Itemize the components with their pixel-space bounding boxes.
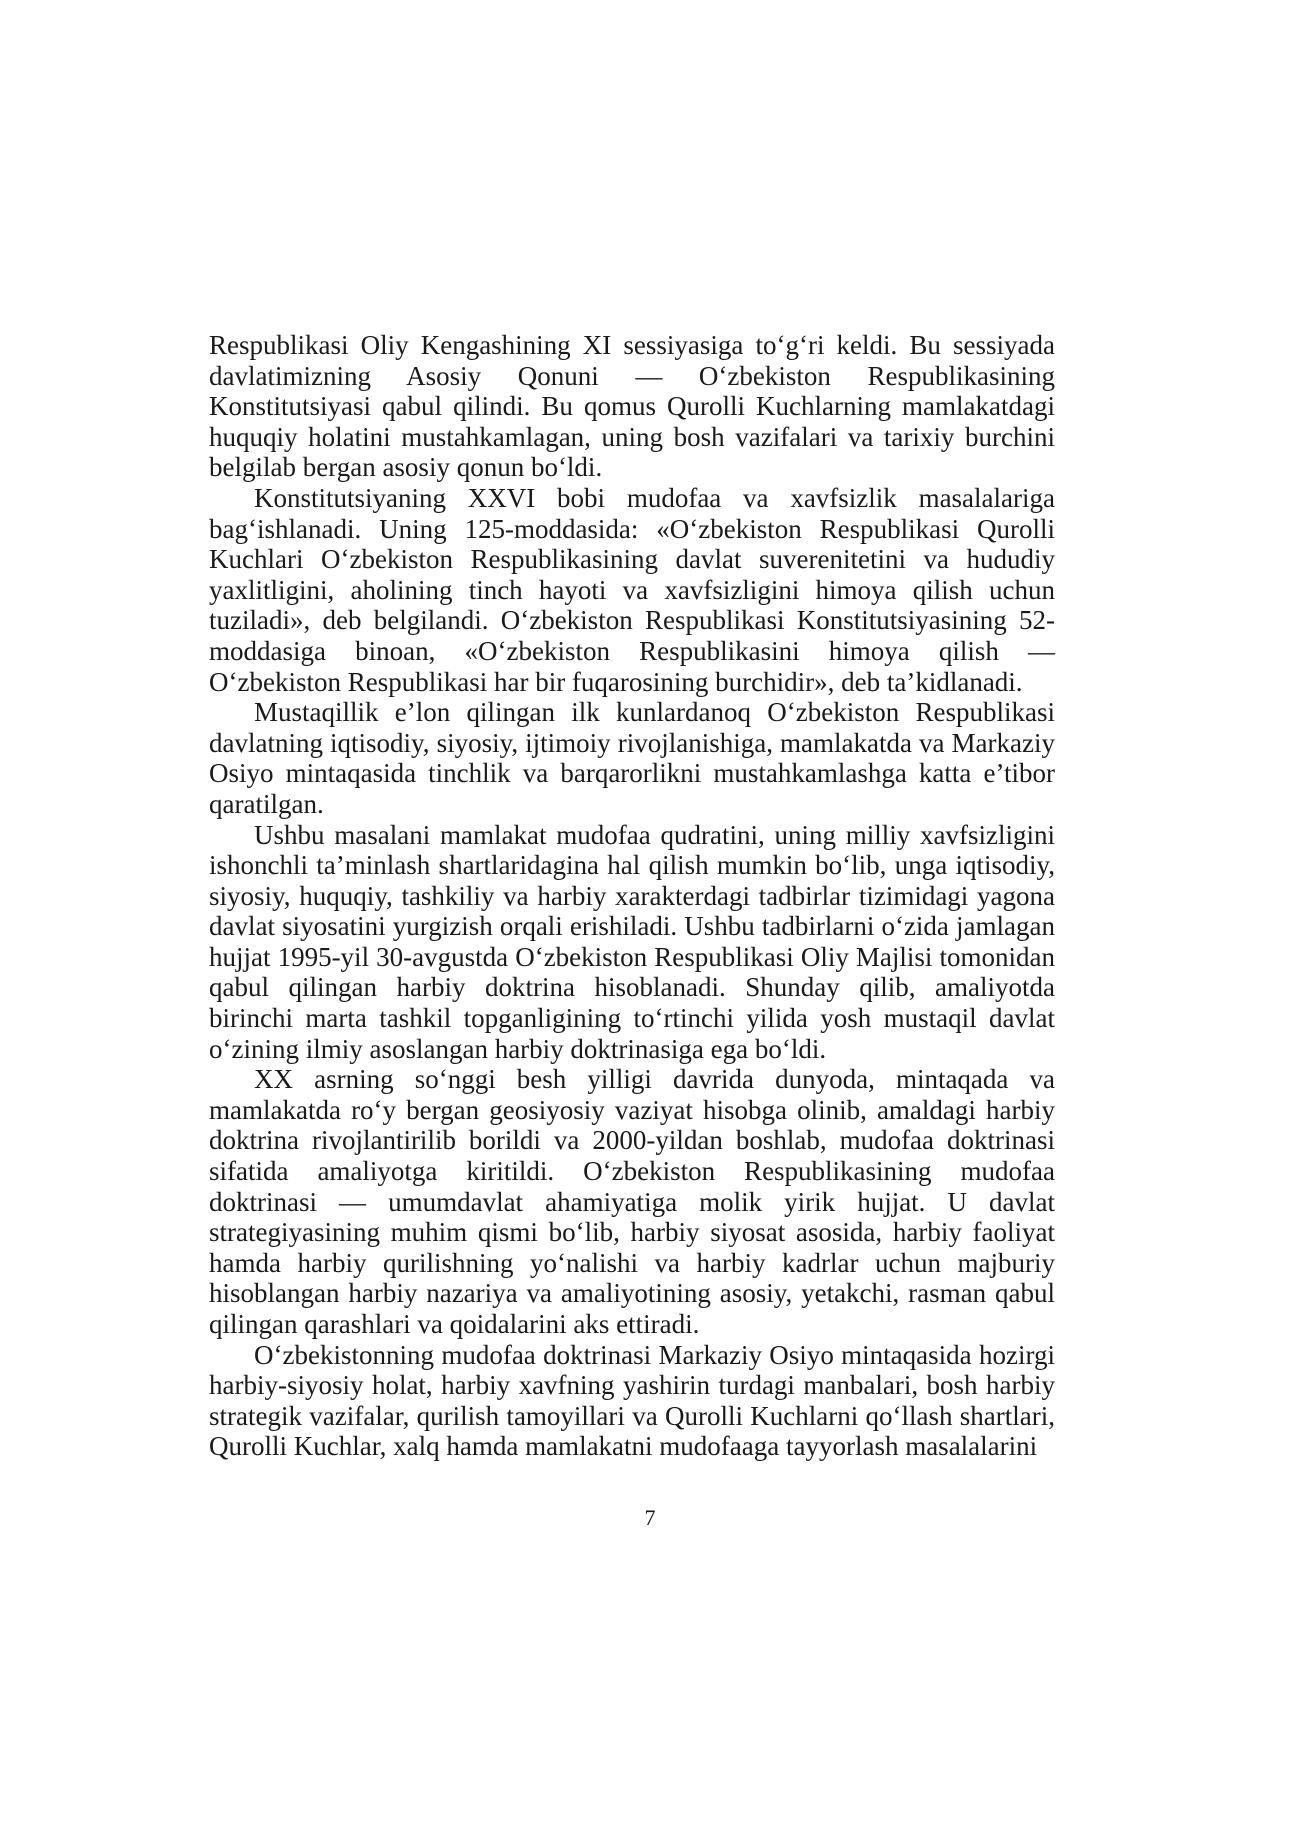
paragraph: Ushbu masalani mamlakat mudofaa qudratini, uning milliy xavfsizligini ishonchli ta’minlash shartlaridagina hal qilish mumkin bo‘lib, unga iqtisodiy, siyosiy, huquqiy, tashkiliy va harbiy xarakterdagi tadbirlar tizimidagi yagona davlat siyosatini yurgizish orqali erishiladi. Ushbu tadbirlarni o‘zida jamlagan hujjat 1995-yil 30-avgustda O‘zbekiston Respublikasi Oliy Majlisi tomonidan qabul qilingan harbiy doktrina hisoblanadi. Shunday qilib, amaliyotda birinchi marta tashkil topganligining to‘rtinchi yilida yosh mustaqil davlat o‘zining ilmiy asoslangan harbiy doktrinasiga ega bo‘ldi. <box>209 819 1055 1064</box>
paragraph: O‘zbekistonning mudofaa doktrinasi Markaziy Osiyo mintaqasida hozirgi harbiy-siyosiy holat, harbiy xavfning yashirin turdagi manbalari, bosh harbiy strategik vazifalar, qurilish tamoyillari va Qurolli Kuchlarni qo‘llash shartlari, Qurolli Kuchlar, xalq hamda mamlakatni mudofaaga tayyorlash masalalarini <box>209 1339 1055 1462</box>
paragraph: Respublikasi Oliy Kengashining XI sessiyasiga to‘g‘ri keldi. Bu sessiyada davlatimizning Asosiy Qonuni — O‘zbekiston Respublikasining Konstitutsiyasi qabul qilindi. Bu qomus Qurolli Kuchlarning mamlakatdagi huquqiy holatini mustahkamlagan, uning bosh vazifalari va tarixiy burchini belgilab bergan asosiy qonun bo‘ldi. <box>209 330 1055 483</box>
paragraph: Konstitutsiyaning XXVI bobi mudofaa va xavfsizlik masalalariga bag‘ishlanadi. Uning 125-moddasida: «O‘zbekiston Respublikasi Qurolli Kuchlari O‘zbekiston Respublikasining davlat suverenitetini va hududiy yaxlitligini, aholining tinch hayoti va xavfsizligini himoya qilish uchun tuziladi», deb belgilandi. O‘zbekiston Respublikasi Konstitutsiyasining 52-moddasiga binoan, «O‘zbekiston Respublikasini himoya qilish — O‘zbekiston Respublikasi har bir fuqarosining burchidir», deb ta’kidlanadi. <box>209 482 1055 697</box>
paragraph: XX asrning so‘nggi besh yilligi davrida dunyoda, mintaqada va mamlakatda ro‘y bergan geosiyosiy vaziyat hisobga olinib, amaldagi harbiy doktrina rivojlantirilib borildi va 2000-yildan boshlab, mudofaa doktrinasi sifatida amaliyotga kiritildi. O‘zbekiston Respublikasining mudofaa doktrinasi — umumdavlat ahamiyatiga molik yirik hujjat. U davlat strategiyasining muhim qismi bo‘lib, harbiy siyosat asosida, harbiy faoliyat hamda harbiy qurilishning yo‘nalishi va harbiy kadrlar uchun majburiy hisoblangan harbiy nazariya va amaliyotining asosiy, yetakchi, rasman qabul qilingan qarashlari va qoidalarini aks ettiradi. <box>209 1064 1055 1339</box>
page-number: 7 <box>644 1505 656 1530</box>
body-text <box>209 330 1055 1462</box>
paragraph: Mustaqillik e’lon qilingan ilk kunlardanoq O‘zbekiston Respublikasi davlatning iqtisodiy, siyosiy, ijtimoiy rivojlanishiga, mamlakatda va Markaziy Osiyo mintaqasida tinchlik va barqarorlikni mustahkamlashga katta e’tibor qaratilgan. <box>209 697 1055 819</box>
